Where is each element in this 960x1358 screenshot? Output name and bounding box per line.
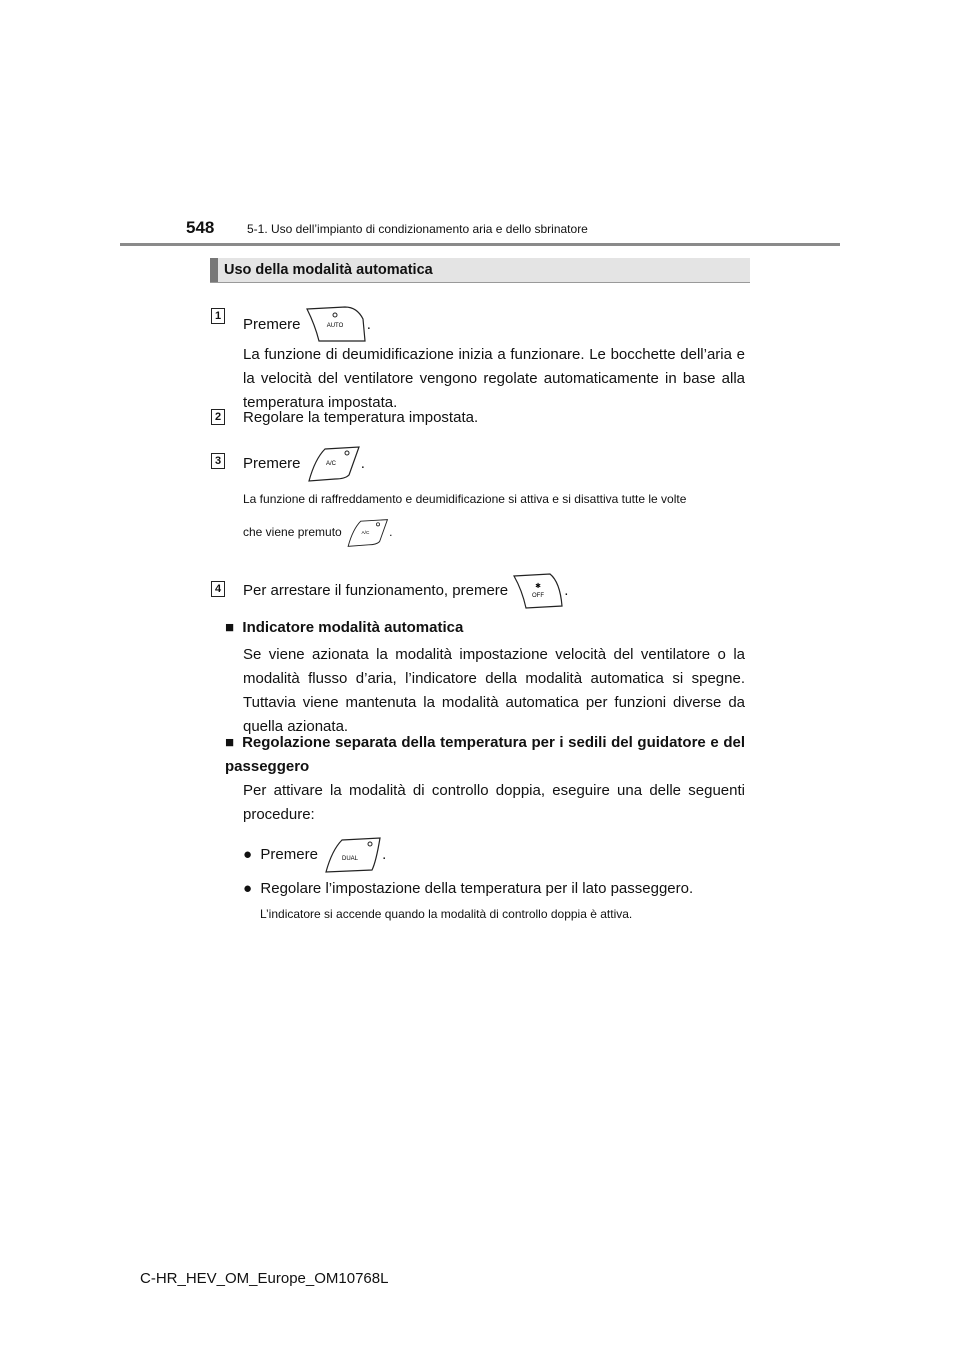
note-heading: ■ Regolazione separata della temperatura per i sedili del guidatore e del passeggero <box>225 734 745 775</box>
chapter-title: 5-1. Uso dell’impianto di condizionamento aria e dello sbrinatore <box>247 222 588 236</box>
step-number: 2 <box>211 409 225 425</box>
svg-text:AUTO: AUTO <box>326 323 343 329</box>
ac-button-icon <box>345 518 389 548</box>
bullet-item: ● Regolare l’impostazione della temperatura per il lato passeggero. <box>243 880 694 897</box>
header-rule <box>120 243 840 246</box>
svg-text:✱: ✱ <box>535 583 542 590</box>
auto-button-icon <box>305 305 367 345</box>
step-number: 1 <box>211 308 225 324</box>
step-number: 3 <box>211 453 225 469</box>
svg-text:OFF: OFF <box>532 593 545 599</box>
bullet-item: ● Premere DUAL . <box>243 836 386 874</box>
step-3-note-2: che viene premuto A/C . <box>243 518 392 548</box>
step-3: Premere A/C . <box>243 445 365 483</box>
step-3-note: La funzione di raffreddamento e deumidificazione si attiva e si disattiva tutte le volte <box>243 492 687 506</box>
step-1-description: La funzione di deumidificazione inizia a funzionare. Le bocchette dell’aria e la velocità del ventilatore vengono regolate automaticamente in base alla temperatura impostata. <box>243 346 745 411</box>
step-2: Regolare la temperatura impostata. <box>243 409 479 426</box>
svg-text:A/C: A/C <box>361 529 370 535</box>
step-number: 4 <box>211 581 225 597</box>
svg-text:A/C: A/C <box>325 461 336 467</box>
section-heading <box>210 258 750 283</box>
svg-text:DUAL: DUAL <box>342 856 359 862</box>
note-heading: ■ Indicatore modalità automatica <box>225 619 464 636</box>
step-1: Premere AUTO . <box>243 305 371 345</box>
note-text: Se viene azionata la modalità impostazione velocità del ventilatore o la modalità flusso d’aria, l’indicatore della modalità automatica si spegne. Tuttavia viene mantenuta la modalità automatica per funzioni diverse da quella azionata. <box>243 646 745 735</box>
dual-button-icon <box>322 836 382 874</box>
page-number: 548 <box>186 218 215 237</box>
off-button-icon <box>512 572 564 610</box>
footer-doc-id: C-HR_HEV_OM_Europe_OM10768L <box>140 1270 389 1287</box>
step-4: Per arrestare il funzionamento, premere ✱ OFF . <box>243 572 568 610</box>
section-title: Uso della modalità automatica <box>224 262 433 278</box>
ac-button-icon <box>305 445 361 483</box>
note-text: Per attivare la modalità di controllo doppia, eseguire una delle seguenti procedure: <box>243 782 745 823</box>
note-small: L’indicatore si accende quando la modalità di controllo doppia è attiva. <box>260 907 633 921</box>
